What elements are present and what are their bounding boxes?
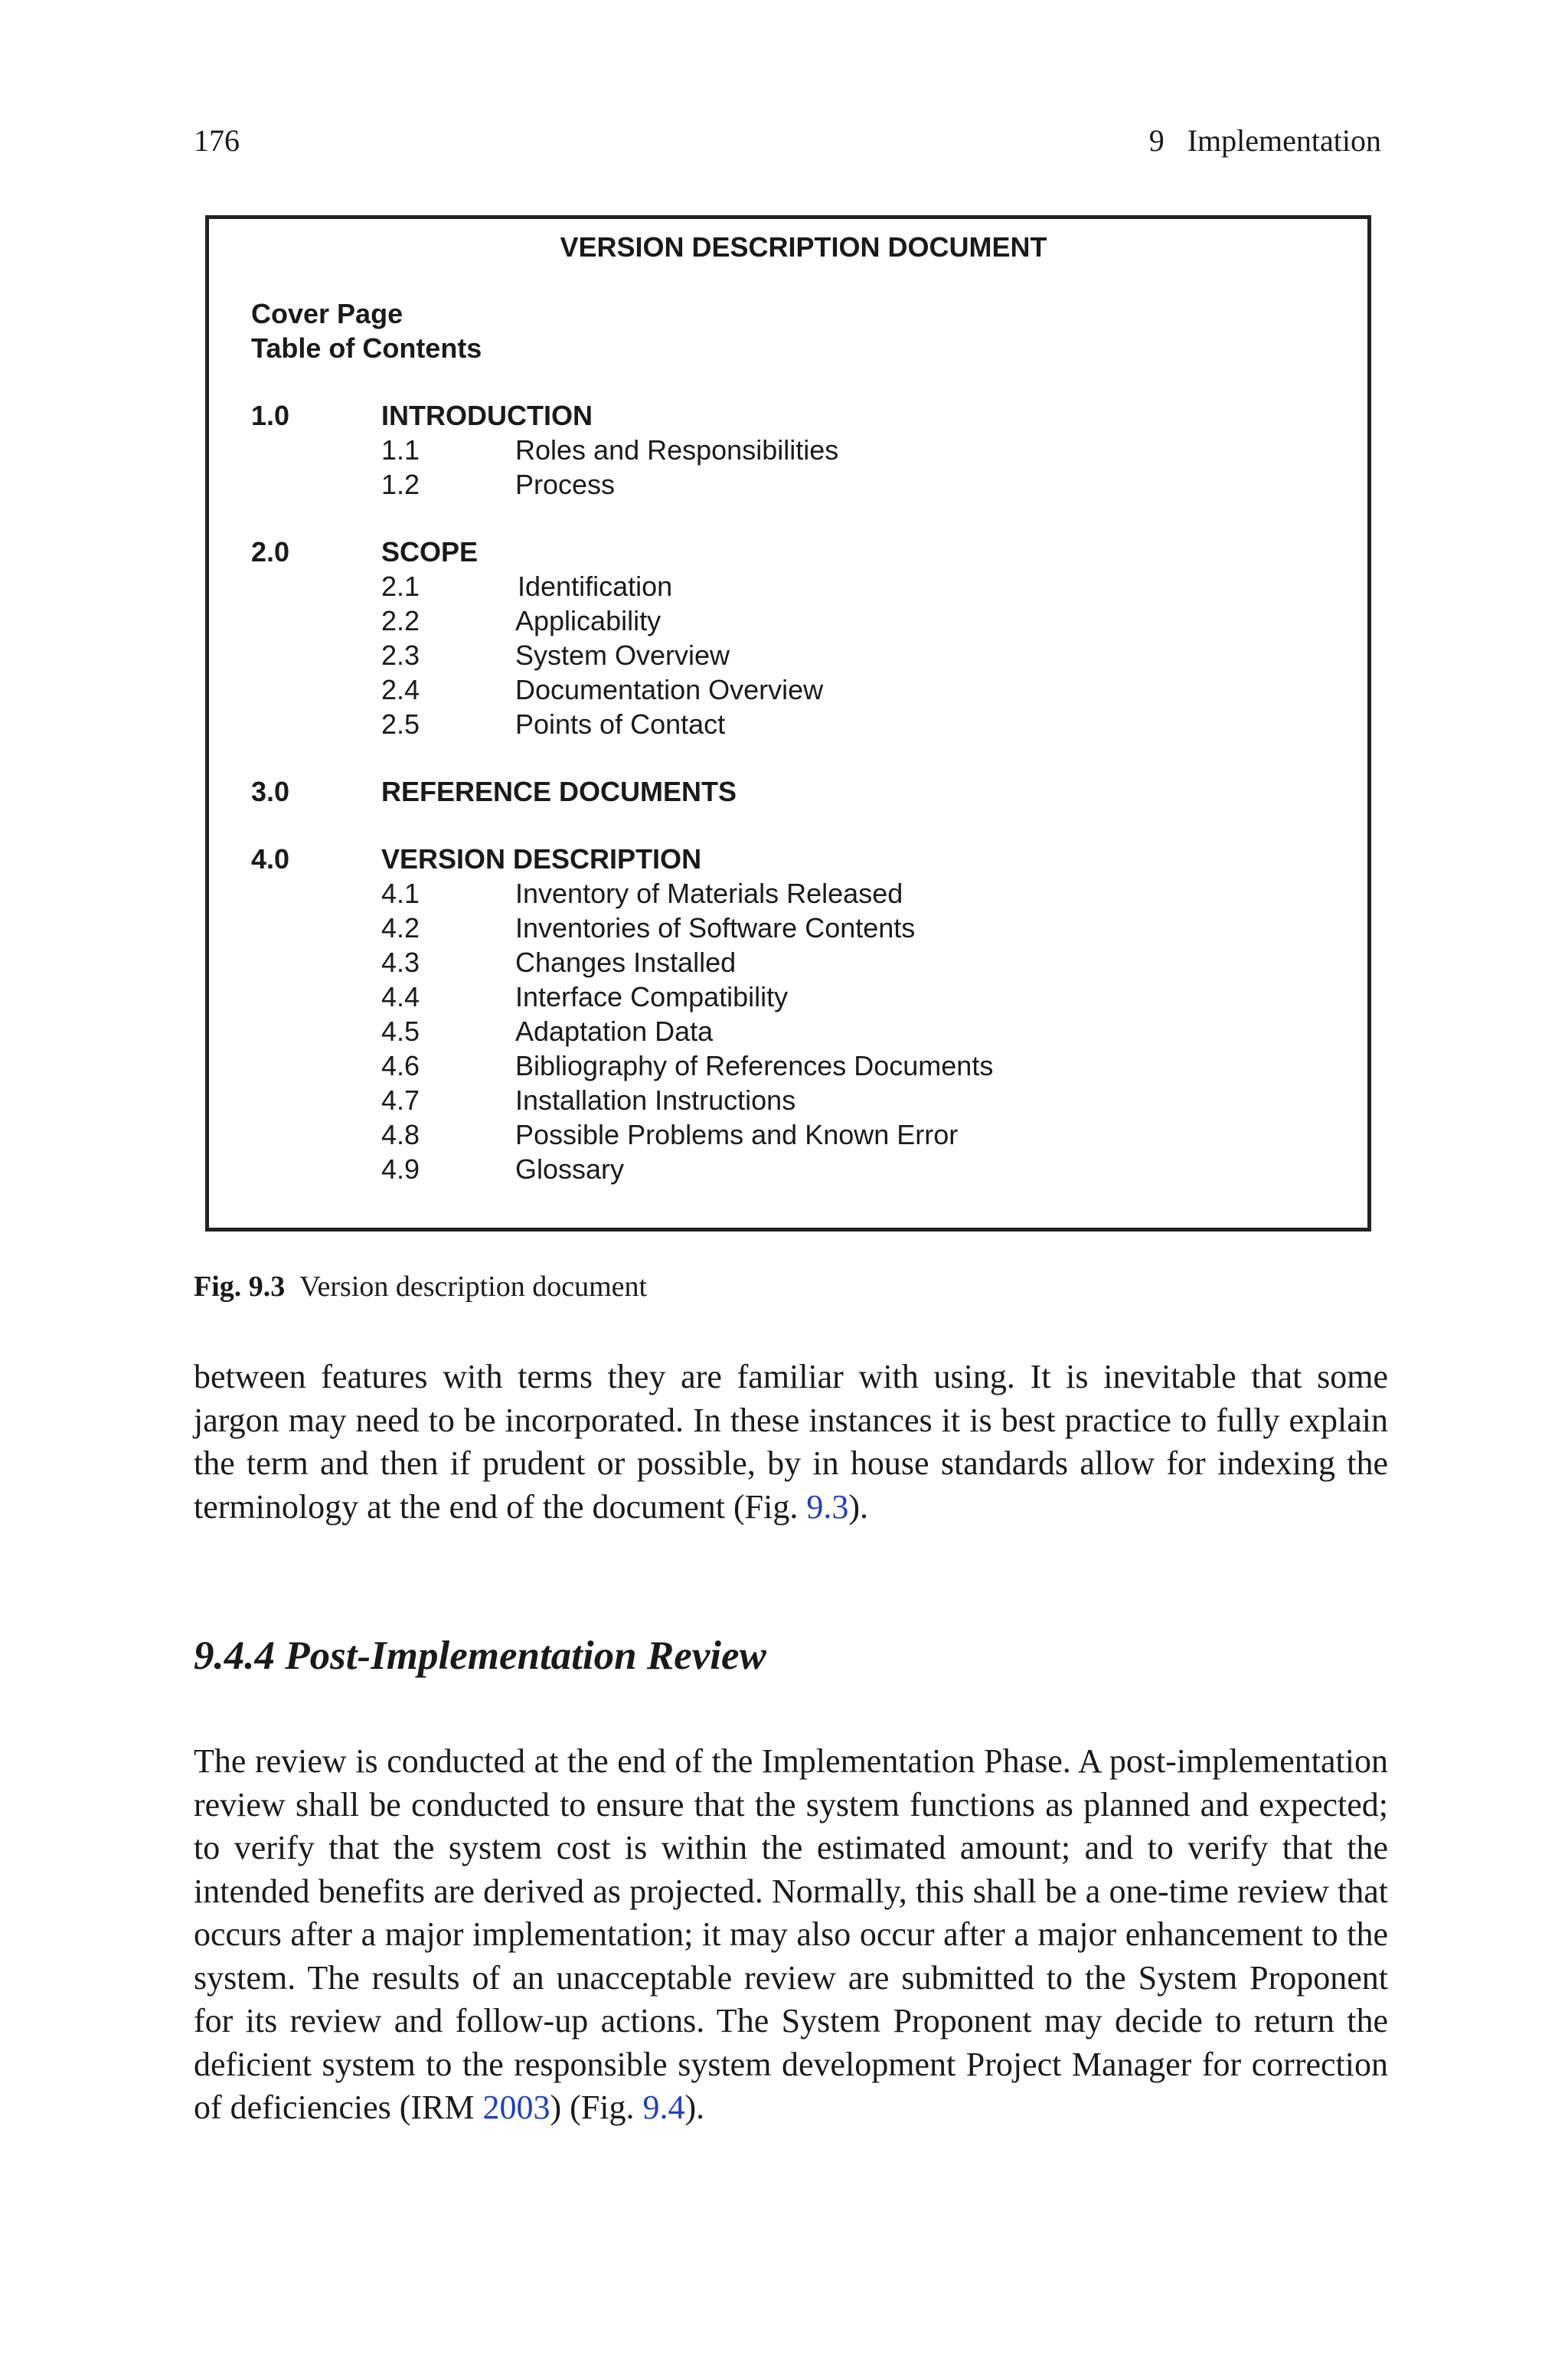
subsection-title: Applicability: [515, 605, 662, 636]
section-number: 4.0: [251, 843, 290, 875]
subsection-number: 4.4: [381, 981, 420, 1012]
paragraph-text: The review is conducted at the end of the Implementation Phase. A post-implementation review shall be conducted to ensure that the system functions as planned and expected; to verify that the system cost is within the estimated amount; and to verify that the intended benefits are derived as projected. Normally, this shall be a one-time review that occurs after a major implementation; it may also occur after a major enhancement to the system. The results of an unacceptable review are submitted to the System Proponent for its review and follow-up actions. The System Proponent may decide to return the deficient system to the responsible system development Project Manager for correction of deficiencies (IRM: [194, 1742, 1388, 2126]
subsection-title: Identification: [518, 571, 673, 602]
figure-caption-label: Fig. 9.3: [194, 1271, 286, 1303]
section-title: VERSION DESCRIPTION: [381, 843, 702, 875]
subsection-title: Process: [515, 469, 616, 500]
figure-box: [205, 215, 1371, 1232]
section-number: 2.0: [251, 536, 290, 568]
subsection-number: 4.6: [381, 1050, 420, 1081]
subsection-number: 4.3: [381, 947, 420, 978]
front-matter-cover-page: Cover Page: [251, 298, 403, 329]
subsection-number: 4.2: [381, 912, 420, 944]
subsection-title: Documentation Overview: [515, 674, 824, 705]
subsection-number: 2.5: [381, 708, 420, 740]
front-matter-toc: Table of Contents: [251, 332, 482, 364]
subsection-number: 4.5: [381, 1016, 420, 1047]
subsection-number: 4.7: [381, 1084, 420, 1116]
figure-caption: [194, 1270, 647, 1303]
body-paragraph: [194, 1740, 1388, 2130]
paragraph-text: ).: [848, 1487, 869, 1526]
figure-reference-link[interactable]: 9.4: [642, 2089, 685, 2126]
subsection-number: 2.1: [381, 571, 420, 602]
paragraph-text: ) (Fig.: [550, 2089, 643, 2126]
paragraph-text: between features with terms they are familiar with using. It is inevitable that some jargon may need to be incorporated. In these instances it is best practice to fully explain the term and then if prudent or possible, by in house standards allow for indexing the terminology at the end of the document (Fig.: [194, 1358, 1388, 1526]
subsection-title: Inventories of Software Contents: [515, 912, 916, 944]
page-number: 176: [194, 123, 240, 158]
subsection-title: Roles and Responsibilities: [515, 434, 839, 466]
figure-caption-text: Version description document: [299, 1271, 648, 1303]
paragraph-text: ).: [684, 2089, 705, 2126]
subsection-title: Possible Problems and Known Error: [515, 1119, 959, 1150]
subsection-number: 4.1: [381, 878, 420, 909]
subsection-number: 4.8: [381, 1119, 420, 1150]
section-number: 3.0: [251, 776, 290, 807]
section-number: 1.0: [251, 400, 290, 431]
subsection-number: 2.4: [381, 674, 420, 705]
subsection-title: Changes Installed: [515, 947, 737, 978]
section-heading: 9.4.4 Post-Implementation Review: [194, 1634, 766, 1678]
subsection-title: Adaptation Data: [515, 1016, 714, 1047]
subsection-number: 2.3: [381, 639, 420, 671]
subsection-title: Installation Instructions: [515, 1084, 796, 1116]
subsection-number: 2.2: [381, 605, 420, 636]
subsection-title: System Overview: [515, 639, 730, 671]
section-title: SCOPE: [381, 536, 479, 568]
subsection-title: Inventory of Materials Released: [515, 878, 903, 909]
subsection-number: 4.9: [381, 1153, 420, 1185]
subsection-title: Interface Compatibility: [515, 981, 789, 1012]
subsection-title: Glossary: [515, 1153, 625, 1185]
citation-reference-link[interactable]: 2003: [482, 2089, 550, 2126]
section-title: REFERENCE DOCUMENTS: [381, 776, 737, 807]
figure-title: VERSION DESCRIPTION DOCUMENT: [560, 231, 1047, 263]
subsection-title: Points of Contact: [515, 708, 726, 740]
figure-reference-link[interactable]: 9.3: [806, 1487, 849, 1526]
section-title: INTRODUCTION: [381, 400, 593, 431]
subsection-number: 1.1: [381, 434, 420, 466]
subsection-title: Bibliography of References Documents: [515, 1050, 994, 1081]
subsection-number: 1.2: [381, 469, 420, 500]
body-paragraph: [194, 1356, 1388, 1529]
chapter-running-head: 9 Implementation: [1148, 123, 1381, 158]
